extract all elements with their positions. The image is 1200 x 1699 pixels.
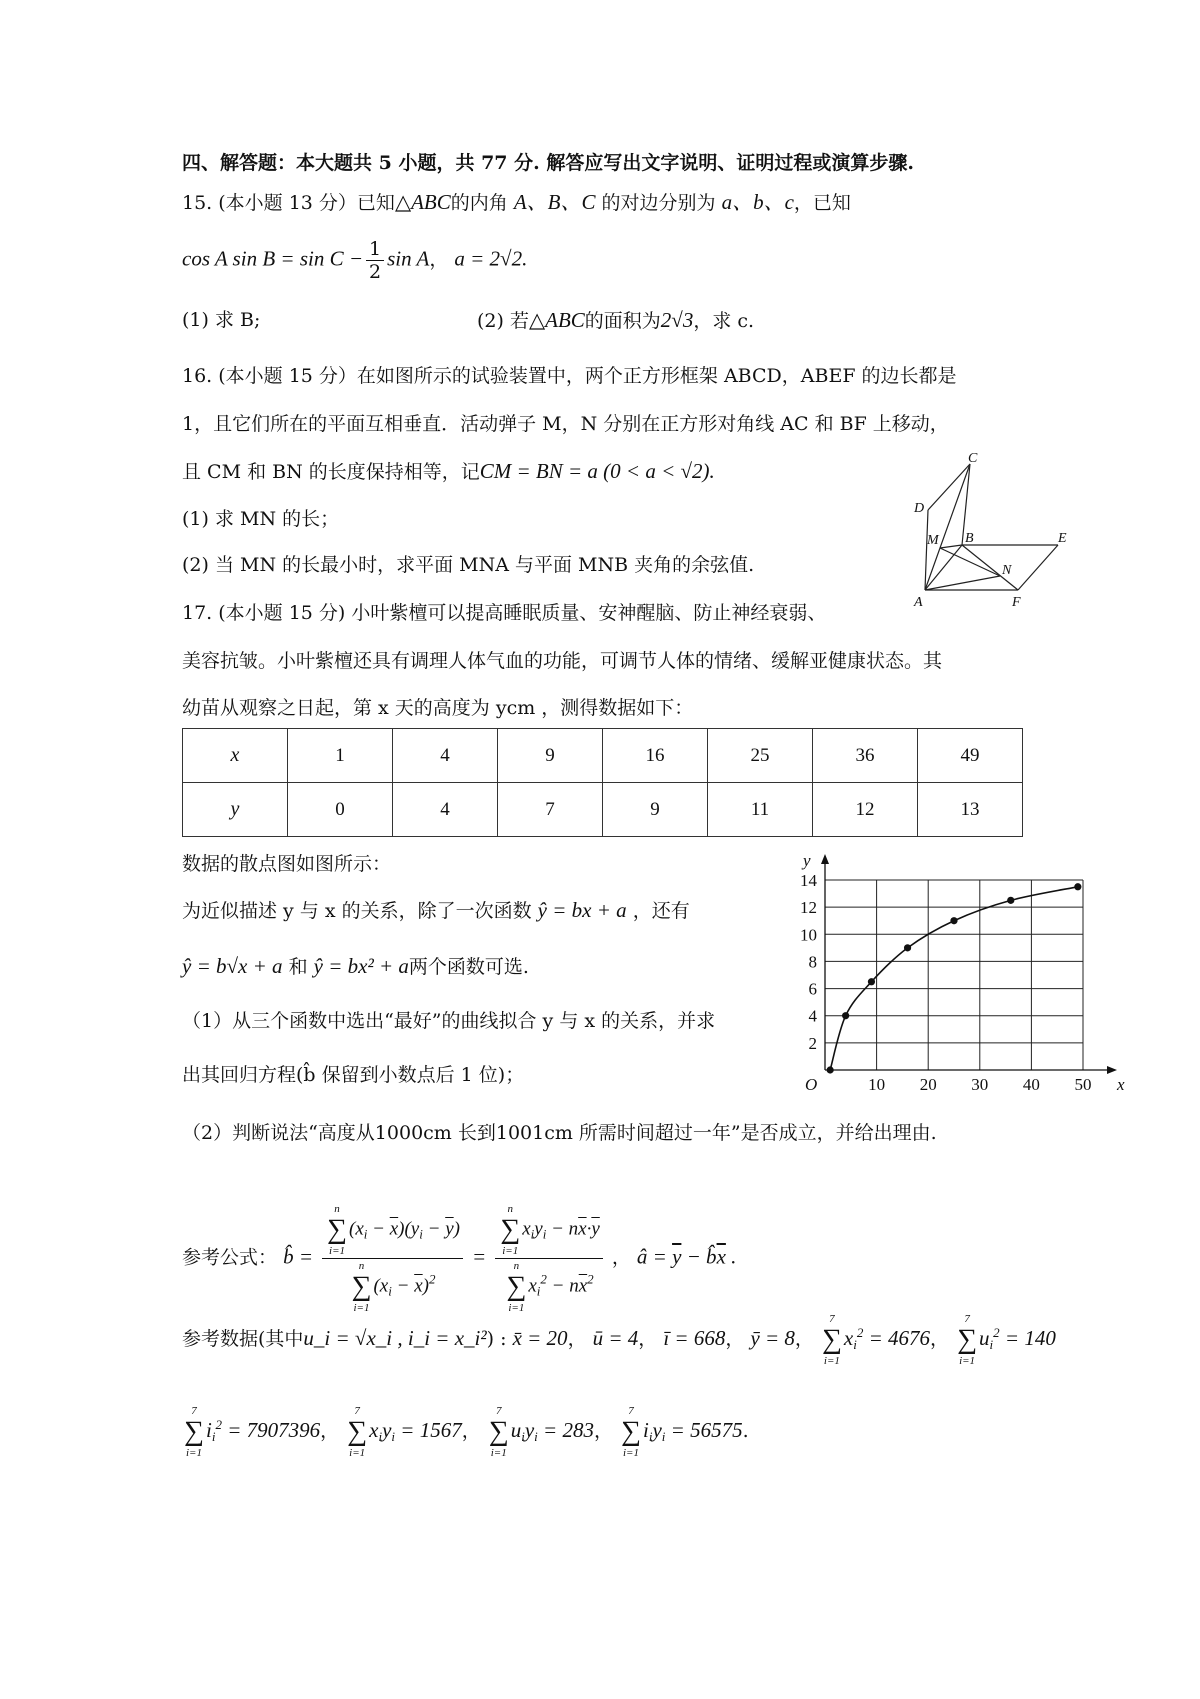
data-point [950, 917, 957, 924]
edge-AB [925, 545, 962, 590]
x-tick-label: 20 [919, 1075, 937, 1094]
label-N: N [1002, 563, 1012, 578]
origin-label: O [805, 1075, 818, 1094]
label-A: A [914, 595, 923, 610]
table-cell: 7 [498, 783, 603, 837]
q15-equation: cos A sin B = sin C − $\frac{1}{2}$ sin A， a = 2√2. [182, 238, 528, 283]
segment-MN [940, 548, 1000, 576]
q17-desc-line2: ŷ = b√x + a 和 ŷ = bx² + a两个函数可选. [182, 954, 529, 978]
q17-line3: 幼苗从观察之日起，第 x 天的高度为 ycm ，测得数据如下： [182, 697, 694, 719]
chart-grid [825, 880, 1083, 1070]
q17-part1-b: 出其回归方程(b̂ 保留到小数点后 1 位)； [182, 1064, 525, 1086]
edge-AD [925, 510, 928, 590]
q17-scatter-chart [795, 851, 1165, 1096]
y-axis-arrow [821, 854, 829, 864]
label-M: M [927, 533, 939, 548]
q16-line3: 且 CM 和 BN 的长度保持相等，记CM = BN = a (0 < a < √2). [182, 459, 715, 483]
q17-scatter-caption: 数据的散点图如图所示： [182, 853, 392, 875]
q17-data-table [182, 728, 1023, 837]
section-heading: 四、解答题：本大题共 5 小题，共 77 分. 解答应写出文字说明、证明过程或演算步骤. [182, 152, 914, 174]
table-cell: 9 [603, 783, 708, 837]
q16-line1: 16. (本小题 15 分）在如图所示的试验装置中，两个正方形框架 ABCD，ABEF 的边长都是 [182, 365, 957, 387]
y-tick-label: 4 [808, 1006, 817, 1026]
y-axis-label: y [803, 851, 811, 870]
data-point [1007, 897, 1014, 904]
q16-part2: (2) 当 MN 的长最小时，求平面 MNA 与平面 MNB 夹角的余弦值. [182, 554, 755, 576]
table-cell: 11 [708, 783, 813, 837]
y-tick-label: 2 [808, 1033, 817, 1053]
segment-AN [925, 576, 1000, 590]
q17-desc-line1: 为近似描述 y 与 x 的关系，除了一次函数 ŷ = bx + a ，还有 [182, 898, 690, 922]
label-F: F [1012, 595, 1021, 610]
q15-intro: 15. (本小题 13 分）已知△ABC的内角 A、B、C 的对边分别为 a、b、c，已知 [182, 190, 851, 214]
x-tick-label: 50 [1074, 1075, 1092, 1094]
q16-figure [900, 450, 1080, 610]
ref-data-line1: 参考数据(其中u_i = √x_i , i_i = x_i²) : x̄ = 20， ū = 4， ī = 668， ȳ = 8， 7 ∑ i=1 $x_i^2 = 4676$， 7 ∑ i=1 $u_i^2 = 140$ [182, 1313, 1056, 1367]
x-tick-label: 10 [868, 1075, 886, 1094]
table-cell: 12 [813, 783, 918, 837]
label-C: C [968, 451, 978, 466]
chart-points [827, 883, 1082, 1073]
ref-formula: 参考公式： b̂ = n ∑ i=1 $(x_i - \overline{x})(y_i - \overline{y})$ n ∑ i=1 $(x_i - \overline{x})^2$ = n ∑ i=1 $x_iy_i - n\overline{x}\cdot\overline{y}$ n ∑ i=1 $x_i^2 - n\overline{x}^2$ ， â = $\overline{y}$ − $b̂\overline{x}$ . [182, 1203, 737, 1314]
data-point [868, 978, 875, 985]
label-D: D [914, 501, 925, 516]
table-header-x: x [183, 729, 288, 783]
data-point [904, 944, 911, 951]
q17-line2: 美容抗皱。小叶紫檀还具有调理人体气血的功能，可调节人体的情绪、缓解亚健康状态。其 [182, 650, 943, 672]
y-tick-label: 10 [800, 925, 817, 945]
table-cell: 4 [393, 783, 498, 837]
q17-part1-a: （1）从三个函数中选出“最好”的曲线拟合 y 与 x 的关系，并求 [182, 1010, 716, 1032]
data-point [827, 1066, 834, 1073]
y-tick-label: 8 [808, 952, 817, 972]
label-B: B [965, 531, 974, 546]
x-axis-label: x [1117, 1075, 1125, 1094]
table-row [183, 729, 1023, 783]
table-row [183, 783, 1023, 837]
table-cell: 36 [813, 729, 918, 783]
table-cell: 1 [288, 729, 393, 783]
table-cell: 0 [288, 783, 393, 837]
edge-DC [928, 464, 970, 510]
edge-EF [1018, 545, 1058, 590]
x-tick-label: 30 [971, 1075, 989, 1094]
table-cell: 25 [708, 729, 813, 783]
q16-part1: (1) 求 MN 的长； [182, 508, 340, 530]
label-E: E [1058, 531, 1067, 546]
q15-part1: (1) 求 B; [182, 309, 261, 331]
ref-data-line2: 7 ∑ i=1 $i_i^2 = 7907396$， 7 ∑ i=1 $x_iy_i = 1567$， 7 ∑ i=1 $u_iy_i = 283$， 7 ∑ i=1 $i_iy_i = 56575$. [184, 1405, 749, 1459]
table-cell: 4 [393, 729, 498, 783]
q16-line2: 1，且它们所在的平面互相垂直．活动弹子 M，N 分别在正方形对角线 AC 和 BF 上移动， [182, 413, 949, 435]
q15-part2: (2) 若△ABC的面积为2√3，求 c. [477, 308, 755, 332]
data-point [842, 1012, 849, 1019]
data-point [1074, 883, 1081, 890]
q17-line1: 17. (本小题 15 分) 小叶紫檀可以提高睡眠质量、安神醒脑、防止神经衰弱、 [182, 602, 827, 624]
segment-MB [940, 545, 962, 548]
q17-part2: （2）判断说法“高度从1000cm 长到1001cm 所需时间超过一年”是否成立，并给出理由. [182, 1122, 937, 1144]
table-header-y: y [183, 783, 288, 837]
x-axis-arrow [1107, 1066, 1117, 1074]
table-cell: 49 [918, 729, 1023, 783]
y-tick-label: 12 [800, 898, 817, 918]
y-tick-label: 6 [808, 979, 817, 999]
x-tick-label: 40 [1022, 1075, 1040, 1094]
table-cell: 13 [918, 783, 1023, 837]
table-cell: 9 [498, 729, 603, 783]
y-tick-label: 14 [800, 871, 817, 890]
table-cell: 16 [603, 729, 708, 783]
